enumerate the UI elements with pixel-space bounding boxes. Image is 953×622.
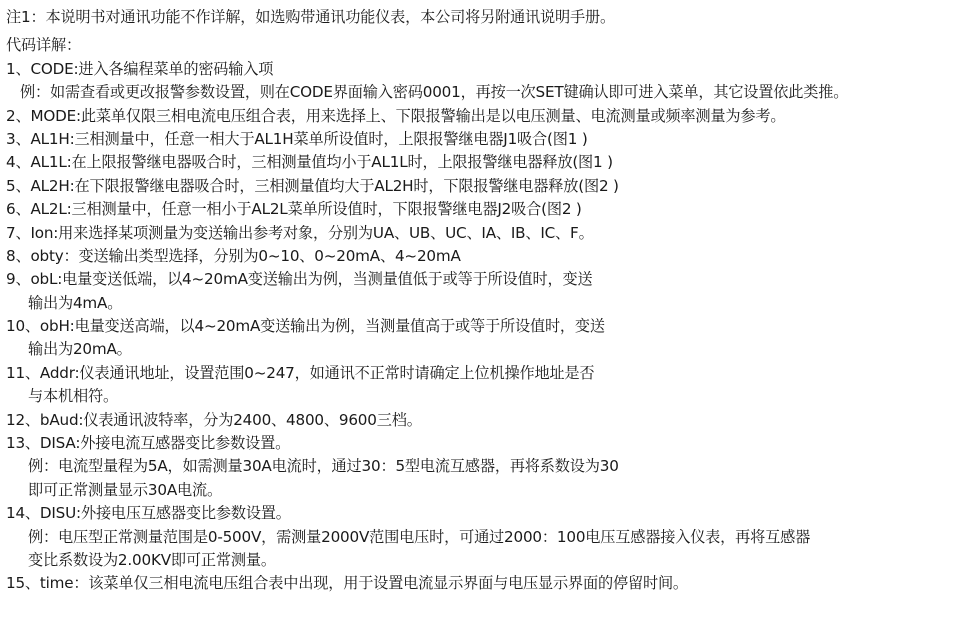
section-title: 代码详解： — [6, 36, 81, 55]
code-item-13-example-continuation: 即可正常测量显示30A电流。 — [28, 480, 222, 499]
code-item-9-continuation: 输出为4mA。 — [28, 293, 123, 312]
code-item-14-example: 例：电压型正常测量范围是0-500V，需测量2000V范围电压时，可通过2000：100电压互感器接入仪表，再将互感器 — [28, 527, 811, 546]
code-item-10: 10、obH:电量变送高端，以4~20mA变送输出为例，当测量值高于或等于所设值时，变送 — [6, 317, 605, 336]
code-item-10-continuation: 输出为20mA。 — [28, 340, 132, 359]
code-item-11-continuation: 与本机相符。 — [28, 387, 118, 406]
code-item-14: 14、DISU:外接电压互感器变比参数设置。 — [6, 504, 291, 523]
code-item-12: 12、bAud:仪表通讯波特率，分为2400、4800、9600三档。 — [6, 410, 422, 429]
code-item-13-example: 例：电流型量程为5A，如需测量30A电流时，通过30：5型电流互感器，再将系数设为30 — [28, 457, 619, 476]
code-item-6: 6、AL2L:三相测量中，任意一相小于AL2L菜单所设值时，下限报警继电器J2吸合(图2 ) — [6, 200, 582, 219]
code-item-3: 3、AL1H:三相测量中，任意一相大于AL1H菜单所设值时，上限报警继电器J1吸合(图1 ) — [6, 129, 588, 148]
code-item-14-example-continuation: 变比系数设为2.00KV即可正常测量。 — [28, 550, 276, 569]
code-item-13: 13、DISA:外接电流互感器变比参数设置。 — [6, 434, 291, 453]
code-item-9: 9、obL:电量变送低端，以4~20mA变送输出为例，当测量值低于或等于所设值时，变送 — [6, 270, 593, 289]
code-item-8: 8、obty：变送输出类型选择，分别为0~10、0~20mA、4~20mA — [6, 246, 461, 265]
code-item-1-example: 例：如需查看或更改报警参数设置，则在CODE界面输入密码0001，再按一次SET键确认即可进入菜单，其它设置依此类推。 — [20, 83, 849, 102]
code-item-15: 15、time：该菜单仅三相电流电压组合表中出现，用于设置电流显示界面与电压显示界面的停留时间。 — [6, 574, 688, 593]
note-line: 注1：本说明书对通讯功能不作详解，如选购带通讯功能仪表，本公司将另附通讯说明手册。 — [6, 8, 615, 26]
code-item-11: 11、Addr:仪表通讯地址，设置范围0~247，如通讯不正常时请确定上位机操作地址是否 — [6, 363, 595, 382]
code-item-4: 4、AL1L:在上限报警继电器吸合时，三相测量值均小于AL1L时，上限报警继电器释放(图1 ) — [6, 153, 613, 172]
code-item-1: 1、CODE:进入各编程菜单的密码输入项 — [6, 59, 274, 78]
code-item-7: 7、Ion:用来选择某项测量为变送输出参考对象，分别为UA、UB、UC、IA、IB、IC、F。 — [6, 223, 594, 242]
code-item-5: 5、AL2H:在下限报警继电器吸合时，三相测量值均大于AL2H时，下限报警继电器释放(图2 ) — [6, 176, 619, 195]
code-item-2: 2、MODE:此菜单仅限三相电流电压组合表，用来选择上、下限报警输出是以电压测量、电流测量或频率测量为参考。 — [6, 106, 786, 125]
